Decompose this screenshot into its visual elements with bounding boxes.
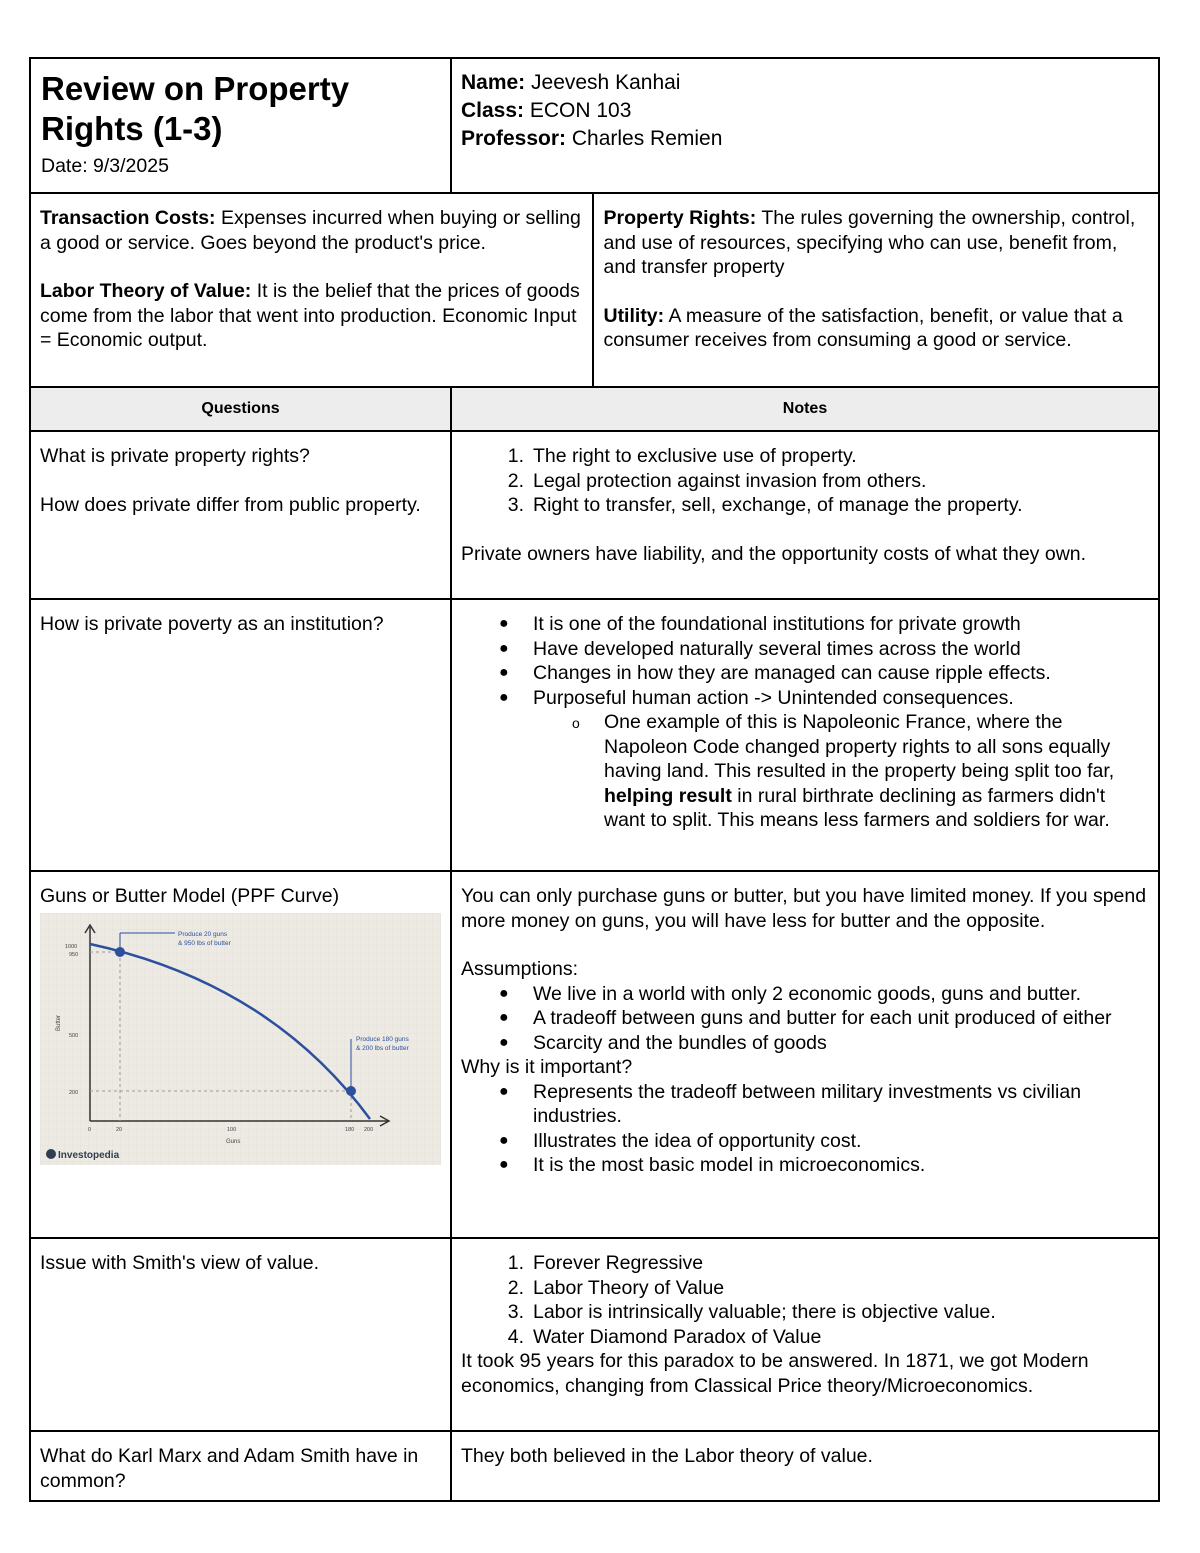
date-text: Date: 9/3/2025 — [41, 155, 169, 177]
definition-property-rights: Property Rights: The rules governing the ownership, control, and use of resources, specifying who can use, benefit from, and transfer property — [603, 207, 1136, 278]
page-title: Review on Property Rights (1-3) — [41, 70, 350, 147]
note-text: Private owners have liability, and the opportunity costs of what they own. — [460, 542, 1087, 565]
question-cell — [30, 599, 451, 871]
table-row — [30, 599, 1159, 871]
list-item: 1. The right to exclusive use of property. — [507, 445, 857, 467]
note-text: Why is it important? — [460, 1056, 633, 1078]
list-item: ● It is one of the foundational institutions for private growth — [498, 613, 1021, 635]
student-info-cell — [451, 58, 1159, 193]
x-tick-label: 20 — [116, 1126, 123, 1133]
definitions-left-cell — [30, 193, 593, 387]
list-item: 4. Water Diamond Paradox of Value — [507, 1325, 822, 1348]
numbered-list — [461, 444, 1150, 518]
y-tick-label: 200 — [69, 1089, 79, 1096]
ppf-curve-graphic — [40, 913, 441, 1165]
table-row — [30, 1238, 1159, 1431]
callout-a-line1: Produce 20 guns — [178, 930, 228, 938]
list-item: ● Changes in how they are managed can cause ripple effects. — [498, 662, 1051, 684]
notes-header: Notes — [451, 387, 1159, 431]
note-text: They both believed in the Labor theory of value. — [460, 1445, 873, 1467]
list-item: ● We live in a world with only 2 economic goods, guns and butter. — [498, 982, 1082, 1005]
definitions-row — [30, 193, 1159, 387]
table-header-row — [30, 387, 1159, 431]
question-text: Issue with Smith's view of value. — [40, 1252, 319, 1274]
notes-cell — [451, 1431, 1159, 1501]
question-text: What do Karl Marx and Adam Smith have in common? — [40, 1445, 419, 1492]
definition-labor-theory: Labor Theory of Value: It is the belief that the prices of goods come from the labor that went into production. Economic Input = Economic output. — [40, 280, 580, 351]
question-cell — [30, 1431, 451, 1501]
note-text: It took 95 years for this paradox to be answered. In 1871, we got Modern economics, changing from Classical Price theory/Microeconomics. — [460, 1350, 1089, 1397]
ppf-curve-image — [40, 913, 441, 1165]
x-tick-label: 200 — [364, 1126, 374, 1133]
callout-b-line2: & 200 lbs of butter — [356, 1044, 409, 1052]
title-cell — [30, 58, 451, 193]
list-item: ● It is the most basic model in microeconomics. — [498, 1154, 926, 1176]
list-item: ● Purposeful human action -> Unintended consequences. — [498, 686, 1014, 709]
question-cell — [30, 1238, 451, 1431]
definitions-right-cell — [593, 193, 1159, 387]
note-text: Assumptions: — [460, 958, 579, 980]
title-row — [30, 58, 1159, 193]
question-text: How is private poverty as an institution? — [40, 613, 384, 635]
callout-a-line2: & 950 lbs of butter — [178, 939, 231, 947]
x-tick-label: 100 — [227, 1126, 237, 1133]
investopedia-logo-icon — [46, 1149, 56, 1159]
note-text: You can only purchase guns or butter, but you have limited money. If you spend more money on guns, you will have less for butter and the opposite. — [460, 885, 1147, 932]
x-tick-label: 0 — [88, 1126, 92, 1133]
question-text: Guns or Butter Model (PPF Curve) — [40, 885, 340, 907]
definition-utility: Utility: A measure of the satisfaction, benefit, or value that a consumer receives from consuming a good or service. — [603, 304, 1123, 351]
notes-cell — [451, 599, 1159, 871]
x-axis-label: Guns — [226, 1138, 241, 1145]
callout-b-line1: Produce 180 guns — [356, 1035, 409, 1043]
bullet-list — [461, 1080, 1150, 1178]
investopedia-logo-text: Investopedia — [58, 1149, 120, 1161]
y-tick-label: 950 — [69, 951, 79, 958]
list-item: 2. Labor Theory of Value — [507, 1276, 725, 1299]
table-row — [30, 431, 1159, 599]
y-tick-label: 1000 — [65, 943, 78, 950]
list-item: 1. Forever Regressive — [507, 1252, 704, 1274]
class-info: Class: ECON 103 — [460, 99, 632, 122]
bullet-list — [461, 612, 1150, 710]
list-item: ● Illustrates the idea of opportunity cost. — [498, 1129, 862, 1152]
question-cell — [30, 871, 451, 1238]
y-axis-label: Butter — [56, 1014, 62, 1031]
list-item: ● Scarcity and the bundles of goods — [498, 1031, 827, 1054]
y-tick-label: 500 — [69, 1032, 79, 1039]
table-row — [30, 871, 1159, 1238]
student-name: Name: Jeevesh Kanhai — [460, 71, 681, 94]
notes-cell — [451, 431, 1159, 599]
x-tick-label: 180 — [345, 1126, 355, 1133]
list-item: 2. Legal protection against invasion from others. — [507, 469, 927, 492]
notes-cell — [451, 871, 1159, 1238]
list-item: ● A tradeoff between guns and butter for each unit produced of either — [498, 1007, 1112, 1029]
sub-list-item: o One example of this is Napoleonic France, where the Napoleon Code changed property rights to all sons equally having land. This resulted in the property being split too far, helping result in rural birthrate declining as farmers didn't want to split. This means less farmers and soldiers for war. — [571, 711, 1115, 831]
sub-bullet-list — [461, 710, 1150, 833]
question-text: What is private property rights? — [40, 445, 310, 467]
review-sheet — [29, 57, 1160, 1502]
list-item: ● Have developed naturally several times across the world — [498, 637, 1021, 660]
notes-cell — [451, 1238, 1159, 1431]
definition-transaction-costs: Transaction Costs: Expenses incurred when buying or selling a good or service. Goes beyond the product's price. — [40, 207, 581, 254]
list-item: ● Represents the tradeoff between military investments vs civilian industries. — [498, 1080, 1082, 1127]
bullet-list — [461, 982, 1150, 1056]
question-cell — [30, 431, 451, 599]
questions-header: Questions — [30, 387, 451, 431]
list-item: 3. Right to transfer, sell, exchange, of manage the property. — [507, 494, 1023, 516]
table-row — [30, 1431, 1159, 1501]
professor-info: Professor: Charles Remien — [460, 127, 723, 150]
list-item: 3. Labor is intrinsically valuable; there is objective value. — [507, 1301, 996, 1323]
numbered-list — [461, 1251, 1150, 1349]
question-text: How does private differ from public property. — [40, 493, 421, 516]
